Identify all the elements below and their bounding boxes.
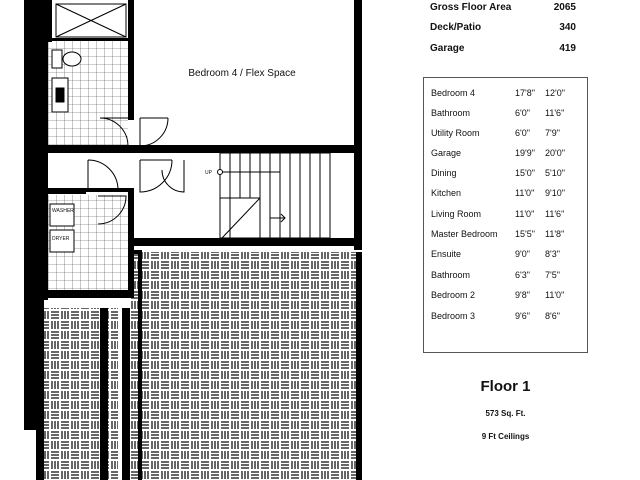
room-name: Master Bedroom bbox=[431, 229, 498, 239]
room-name: Utility Room bbox=[431, 128, 480, 138]
summary-label: Deck/Patio bbox=[430, 22, 482, 33]
room-width: 11'0" bbox=[515, 209, 535, 219]
staircase bbox=[220, 153, 330, 238]
dimension-row bbox=[431, 168, 581, 182]
room-length: 20'0" bbox=[545, 148, 565, 158]
room-width: 9'8" bbox=[515, 290, 530, 300]
room-width: 9'0" bbox=[515, 249, 530, 259]
dimension-row bbox=[431, 290, 581, 304]
room-length: 11'8" bbox=[545, 229, 565, 239]
room-name: Kitchen bbox=[431, 188, 462, 198]
dimension-row bbox=[431, 188, 581, 202]
room-name: Dining bbox=[431, 168, 457, 178]
summary-row bbox=[430, 22, 580, 36]
room-length: 11'6" bbox=[545, 108, 565, 118]
side-deck-left bbox=[42, 308, 100, 480]
room-length: 11'0" bbox=[545, 290, 565, 300]
side-deck-strip bbox=[108, 308, 118, 480]
ceiling-height: 9 Ft Ceilings bbox=[481, 432, 530, 441]
floor-area: 573 Sq. Ft. bbox=[485, 409, 526, 418]
room-width: 17'8" bbox=[515, 88, 535, 98]
dimension-row bbox=[431, 148, 581, 162]
room-name: Bathroom bbox=[431, 108, 471, 118]
dimension-row bbox=[431, 249, 581, 263]
summary-row bbox=[430, 2, 580, 16]
room-width: 15'0" bbox=[515, 168, 535, 178]
room-width: 19'9" bbox=[515, 148, 535, 158]
room-length: 12'0" bbox=[545, 88, 565, 98]
summary-label: Gross Floor Area bbox=[430, 2, 512, 13]
room-name: Bedroom 3 bbox=[431, 311, 476, 321]
room-width: 6'0" bbox=[515, 108, 530, 118]
floor-title: Floor 1 bbox=[480, 378, 531, 395]
dimension-row bbox=[431, 108, 581, 122]
summary-row bbox=[430, 43, 580, 57]
bedroom-label: Bedroom 4 / Flex Space bbox=[188, 68, 296, 79]
summary-value: 2065 bbox=[553, 2, 576, 13]
stair-start-dot bbox=[218, 170, 223, 175]
washer-label: WASHER bbox=[52, 208, 74, 214]
room-width: 15'5" bbox=[515, 229, 535, 239]
dimension-row bbox=[431, 311, 581, 325]
room-width: 6'0" bbox=[515, 128, 530, 138]
dryer-label: DRYER bbox=[52, 236, 70, 242]
patio-area bbox=[130, 252, 362, 480]
dimension-row bbox=[431, 128, 581, 142]
summary-value: 340 bbox=[559, 22, 576, 33]
dimension-row bbox=[431, 270, 581, 284]
vanity bbox=[52, 78, 68, 112]
summary-label: Garage bbox=[430, 43, 465, 54]
dimension-row bbox=[431, 229, 581, 243]
room-dimensions-table bbox=[423, 77, 588, 353]
room-length: 11'6" bbox=[545, 209, 565, 219]
room-length: 5'10" bbox=[545, 168, 565, 178]
room-name: Bedroom 4 bbox=[431, 88, 476, 98]
dimension-row bbox=[431, 88, 581, 102]
shower bbox=[56, 4, 126, 37]
room-width: 9'6" bbox=[515, 311, 530, 321]
summary-value: 419 bbox=[559, 43, 576, 54]
room-width: 6'3" bbox=[515, 270, 530, 280]
room-length: 8'3" bbox=[545, 249, 560, 259]
room-name: Ensuite bbox=[431, 249, 462, 259]
room-name: Bathroom bbox=[431, 270, 471, 280]
dimension-row bbox=[431, 209, 581, 223]
room-name: Living Room bbox=[431, 209, 482, 219]
room-length: 7'5" bbox=[545, 270, 560, 280]
room-length: 9'10" bbox=[545, 188, 565, 198]
room-width: 11'0" bbox=[515, 188, 535, 198]
room-length: 7'9" bbox=[545, 128, 560, 138]
room-length: 8'6" bbox=[545, 311, 560, 321]
floor-info bbox=[423, 372, 588, 441]
stairs-label: UP bbox=[205, 170, 212, 176]
room-name: Garage bbox=[431, 148, 462, 158]
room-name: Bedroom 2 bbox=[431, 290, 476, 300]
